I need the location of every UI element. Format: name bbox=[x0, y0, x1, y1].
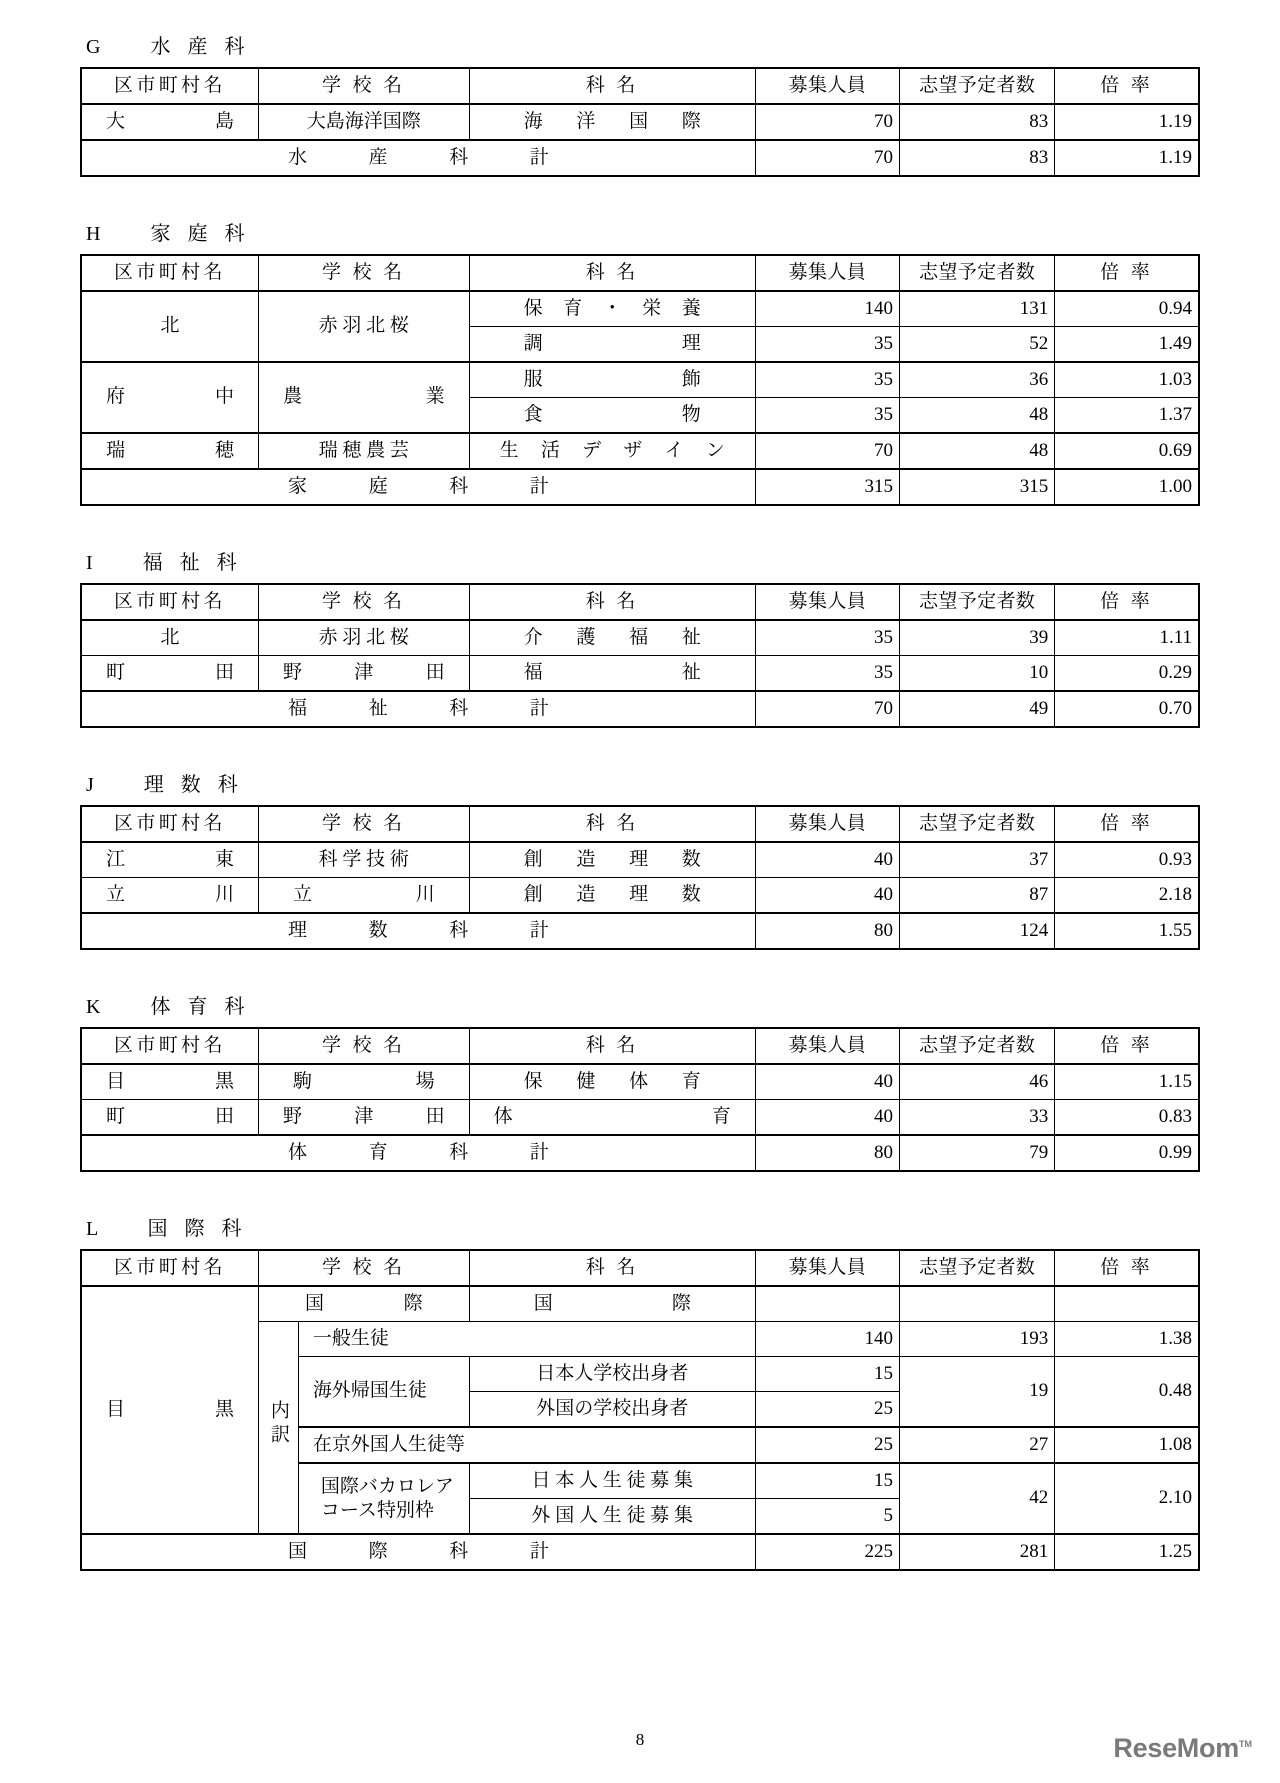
col-municipality: 区市町村名 bbox=[81, 255, 258, 291]
cell-applicants: 36 bbox=[899, 362, 1054, 398]
cell-total-label: 体 育 科 計 bbox=[81, 1135, 755, 1171]
cell-applicants: 33 bbox=[899, 1100, 1054, 1136]
cell-total-label: 国 際 科 計 bbox=[81, 1534, 755, 1570]
cell-course: 調 理 bbox=[469, 327, 755, 363]
col-ratio: 倍 率 bbox=[1055, 1250, 1199, 1286]
col-course: 科 名 bbox=[469, 68, 755, 104]
cell-capacity: 35 bbox=[755, 362, 899, 398]
spacer bbox=[0, 950, 1280, 990]
cell-school: 国 際 bbox=[258, 1286, 469, 1322]
cell-subcategory: 外国の学校出身者 bbox=[469, 1392, 755, 1428]
page-number: 8 bbox=[635, 1730, 645, 1749]
col-capacity: 募集人員 bbox=[755, 806, 899, 842]
cell-total-applicants: 79 bbox=[899, 1135, 1054, 1171]
cell-applicants: 131 bbox=[899, 291, 1054, 327]
cell-capacity: 140 bbox=[755, 1322, 899, 1357]
cell-capacity: 25 bbox=[755, 1427, 899, 1463]
col-course: 科 名 bbox=[469, 255, 755, 291]
table-row bbox=[81, 878, 1199, 914]
col-ratio: 倍 率 bbox=[1055, 584, 1199, 620]
table-row bbox=[81, 433, 1199, 469]
table-total-row bbox=[81, 913, 1199, 949]
cell-capacity: 40 bbox=[755, 1100, 899, 1136]
section-name: 体 育 科 bbox=[150, 996, 251, 1018]
table-header-row bbox=[81, 68, 1199, 104]
col-school: 学 校 名 bbox=[258, 806, 469, 842]
section-letter: J bbox=[86, 774, 100, 796]
cell-ratio: 1.37 bbox=[1055, 398, 1199, 434]
cell-total-label: 福 祉 科 計 bbox=[81, 691, 755, 727]
section-kokusai bbox=[0, 1212, 1280, 1571]
cell-capacity: 140 bbox=[755, 291, 899, 327]
col-course: 科 名 bbox=[469, 1028, 755, 1064]
col-school: 学 校 名 bbox=[258, 584, 469, 620]
table-risuu bbox=[80, 805, 1200, 950]
cell-total-capacity: 70 bbox=[755, 691, 899, 727]
table-total-row bbox=[81, 691, 1199, 727]
cell-applicants: 193 bbox=[900, 1322, 1055, 1357]
cell-municipality: 町 田 bbox=[81, 1100, 258, 1136]
cell-total-ratio: 1.25 bbox=[1055, 1534, 1199, 1570]
cell-ratio: 2.10 bbox=[1055, 1463, 1199, 1534]
spacer bbox=[0, 728, 1280, 768]
cell-category bbox=[298, 1463, 469, 1534]
section-letter: I bbox=[86, 552, 99, 574]
cell-subcategory: 日 本 人 生 徒 募 集 bbox=[469, 1463, 755, 1499]
col-course: 科 名 bbox=[469, 806, 755, 842]
table-kokusai bbox=[80, 1249, 1200, 1571]
col-capacity: 募集人員 bbox=[755, 1028, 899, 1064]
table-total-row bbox=[81, 140, 1199, 176]
table-header-row bbox=[81, 1250, 1199, 1286]
col-capacity: 募集人員 bbox=[755, 1250, 899, 1286]
cell-capacity: 5 bbox=[755, 1499, 899, 1535]
table-row bbox=[81, 1100, 1199, 1136]
section-name: 福 祉 科 bbox=[142, 552, 243, 574]
cell-school: 野 津 田 bbox=[258, 1100, 469, 1136]
cell-applicants: 37 bbox=[899, 842, 1054, 878]
cell-total-ratio: 1.19 bbox=[1055, 140, 1199, 176]
cell-breakdown-label: 内訳 bbox=[258, 1322, 298, 1535]
col-applicants: 志望予定者数 bbox=[899, 68, 1054, 104]
cell-total-ratio: 1.55 bbox=[1055, 913, 1199, 949]
col-capacity: 募集人員 bbox=[755, 584, 899, 620]
table-row bbox=[81, 656, 1199, 692]
cell-capacity-empty bbox=[755, 1286, 899, 1322]
cell-school: 農 業 bbox=[258, 362, 469, 433]
cell-capacity: 15 bbox=[755, 1463, 899, 1499]
cell-municipality: 北 bbox=[81, 620, 258, 656]
cell-ratio: 0.29 bbox=[1055, 656, 1199, 692]
spacer bbox=[0, 1172, 1280, 1212]
spacer bbox=[0, 506, 1280, 546]
cell-total-capacity: 70 bbox=[755, 140, 899, 176]
cell-applicants: 39 bbox=[899, 620, 1054, 656]
cell-municipality: 町 田 bbox=[81, 656, 258, 692]
section-taiiku bbox=[0, 990, 1280, 1172]
cell-ratio: 1.08 bbox=[1055, 1427, 1199, 1463]
col-municipality: 区市町村名 bbox=[81, 1028, 258, 1064]
cell-capacity: 25 bbox=[755, 1392, 899, 1428]
cell-school: 赤 羽 北 桜 bbox=[258, 291, 469, 362]
cell-applicants: 83 bbox=[899, 104, 1054, 140]
section-name: 家 庭 科 bbox=[150, 223, 251, 245]
table-row bbox=[81, 1064, 1199, 1100]
cell-course: 保 育 ・ 栄 養 bbox=[469, 291, 755, 327]
col-municipality: 区市町村名 bbox=[81, 584, 258, 620]
cell-municipality: 江 東 bbox=[81, 842, 258, 878]
cell-course: 福 祉 bbox=[469, 656, 755, 692]
section-suisan bbox=[0, 30, 1280, 177]
cell-applicants: 10 bbox=[899, 656, 1054, 692]
logo-text: ReseMom bbox=[1113, 1733, 1239, 1763]
cell-school: 科 学 技 術 bbox=[258, 842, 469, 878]
col-applicants: 志望予定者数 bbox=[899, 1028, 1054, 1064]
cell-applicants: 87 bbox=[899, 878, 1054, 914]
col-capacity: 募集人員 bbox=[755, 68, 899, 104]
cell-school: 駒 場 bbox=[258, 1064, 469, 1100]
cell-course: 国 際 bbox=[469, 1286, 755, 1322]
cell-ratio: 1.19 bbox=[1055, 104, 1199, 140]
cell-capacity: 40 bbox=[755, 1064, 899, 1100]
cell-course: 生 活 デ ザ イ ン bbox=[469, 433, 755, 469]
section-name: 理 数 科 bbox=[143, 774, 244, 796]
cell-subcategory: 日本人学校出身者 bbox=[469, 1357, 755, 1392]
col-applicants: 志望予定者数 bbox=[899, 255, 1054, 291]
cell-ratio-empty bbox=[1055, 1286, 1199, 1322]
section-letter: G bbox=[86, 36, 107, 58]
section-letter: H bbox=[86, 223, 107, 245]
cell-school: 赤 羽 北 桜 bbox=[258, 620, 469, 656]
cell-course: 服 飾 bbox=[469, 362, 755, 398]
cell-category: 海外帰国生徒 bbox=[298, 1357, 469, 1428]
cell-municipality: 瑞 穂 bbox=[81, 433, 258, 469]
cell-municipality: 府 中 bbox=[81, 362, 258, 433]
col-municipality: 区市町村名 bbox=[81, 806, 258, 842]
cell-capacity: 15 bbox=[755, 1357, 899, 1392]
section-katei bbox=[0, 217, 1280, 506]
table-row bbox=[81, 104, 1199, 140]
cell-total-capacity: 225 bbox=[755, 1534, 899, 1570]
section-risuu bbox=[0, 768, 1280, 950]
cell-capacity: 40 bbox=[755, 842, 899, 878]
cell-course: 創 造 理 数 bbox=[469, 842, 755, 878]
cell-category: 在京外国人生徒等 bbox=[298, 1427, 755, 1463]
col-municipality: 区市町村名 bbox=[81, 68, 258, 104]
section-title-taiiku bbox=[86, 990, 1280, 1019]
table-row bbox=[81, 842, 1199, 878]
table-fukushi bbox=[80, 583, 1200, 728]
section-title-katei bbox=[86, 217, 1280, 246]
col-school: 学 校 名 bbox=[258, 1250, 469, 1286]
table-taiiku bbox=[80, 1027, 1200, 1172]
cell-total-capacity: 80 bbox=[755, 1135, 899, 1171]
cell-ratio: 0.69 bbox=[1055, 433, 1199, 469]
table-total-row bbox=[81, 1135, 1199, 1171]
table-header-row bbox=[81, 584, 1199, 620]
table-total-row bbox=[81, 469, 1199, 505]
cell-ratio: 1.38 bbox=[1055, 1322, 1199, 1357]
table-header-row bbox=[81, 1028, 1199, 1064]
cell-capacity: 35 bbox=[755, 327, 899, 363]
cell-municipality: 目 黒 bbox=[81, 1286, 258, 1534]
cell-school: 大島海洋国際 bbox=[258, 104, 469, 140]
table-row bbox=[81, 620, 1199, 656]
cell-ratio: 2.18 bbox=[1055, 878, 1199, 914]
cell-total-ratio: 0.70 bbox=[1055, 691, 1199, 727]
cell-subcategory: 外 国 人 生 徒 募 集 bbox=[469, 1499, 755, 1535]
cell-municipality: 立 川 bbox=[81, 878, 258, 914]
col-school: 学 校 名 bbox=[258, 1028, 469, 1064]
section-name: 国 際 科 bbox=[147, 1218, 248, 1240]
col-ratio: 倍 率 bbox=[1055, 806, 1199, 842]
cell-ratio: 1.15 bbox=[1055, 1064, 1199, 1100]
cell-municipality: 目 黒 bbox=[81, 1064, 258, 1100]
table-header-row bbox=[81, 806, 1199, 842]
logo-trademark: TM bbox=[1239, 1739, 1252, 1749]
cell-applicants: 27 bbox=[900, 1427, 1055, 1463]
cell-total-label: 家 庭 科 計 bbox=[81, 469, 755, 505]
cell-applicants-empty bbox=[900, 1286, 1055, 1322]
cell-school: 立 川 bbox=[258, 878, 469, 914]
cell-applicants: 19 bbox=[900, 1357, 1055, 1428]
cell-total-applicants: 315 bbox=[899, 469, 1054, 505]
cell-ratio: 0.48 bbox=[1055, 1357, 1199, 1428]
cell-ratio: 1.11 bbox=[1055, 620, 1199, 656]
col-applicants: 志望予定者数 bbox=[900, 1250, 1055, 1286]
section-name: 水 産 科 bbox=[150, 36, 251, 58]
col-capacity: 募集人員 bbox=[755, 255, 899, 291]
cell-total-applicants: 83 bbox=[899, 140, 1054, 176]
section-title-suisan bbox=[86, 30, 1280, 59]
cell-total-label: 水 産 科 計 bbox=[81, 140, 755, 176]
col-ratio: 倍 率 bbox=[1055, 68, 1199, 104]
cell-capacity: 35 bbox=[755, 656, 899, 692]
cell-total-capacity: 315 bbox=[755, 469, 899, 505]
col-municipality: 区市町村名 bbox=[81, 1250, 258, 1286]
table-header-row bbox=[81, 255, 1199, 291]
cell-category-line1: 国際バカロレア bbox=[320, 1475, 454, 1497]
cell-course: 体 育 bbox=[469, 1100, 755, 1136]
section-letter: L bbox=[86, 1218, 104, 1240]
cell-total-ratio: 1.00 bbox=[1055, 469, 1199, 505]
cell-total-applicants: 281 bbox=[900, 1534, 1055, 1570]
section-fukushi bbox=[0, 546, 1280, 728]
col-ratio: 倍 率 bbox=[1055, 1028, 1199, 1064]
col-ratio: 倍 率 bbox=[1055, 255, 1199, 291]
cell-applicants: 48 bbox=[899, 398, 1054, 434]
cell-applicants: 46 bbox=[899, 1064, 1054, 1100]
cell-total-ratio: 0.99 bbox=[1055, 1135, 1199, 1171]
cell-course: 創 造 理 数 bbox=[469, 878, 755, 914]
cell-capacity: 70 bbox=[755, 104, 899, 140]
cell-ratio: 1.49 bbox=[1055, 327, 1199, 363]
cell-course: 海 洋 国 際 bbox=[469, 104, 755, 140]
col-course: 科 名 bbox=[469, 1250, 755, 1286]
table-row bbox=[81, 291, 1199, 327]
col-applicants: 志望予定者数 bbox=[899, 584, 1054, 620]
col-course: 科 名 bbox=[469, 584, 755, 620]
cell-total-label: 理 数 科 計 bbox=[81, 913, 755, 949]
table-suisan bbox=[80, 67, 1200, 177]
cell-capacity: 35 bbox=[755, 398, 899, 434]
cell-course: 保 健 体 育 bbox=[469, 1064, 755, 1100]
cell-ratio: 0.94 bbox=[1055, 291, 1199, 327]
col-school: 学 校 名 bbox=[258, 255, 469, 291]
cell-municipality: 大 島 bbox=[81, 104, 258, 140]
cell-capacity: 70 bbox=[755, 433, 899, 469]
cell-applicants: 48 bbox=[899, 433, 1054, 469]
cell-total-capacity: 80 bbox=[755, 913, 899, 949]
cell-category-line2: コース特別枠 bbox=[320, 1499, 434, 1521]
section-letter: K bbox=[86, 996, 107, 1018]
cell-course: 介 護 福 祉 bbox=[469, 620, 755, 656]
cell-school: 瑞 穂 農 芸 bbox=[258, 433, 469, 469]
section-title-fukushi bbox=[86, 546, 1280, 575]
cell-category: 一般生徒 bbox=[298, 1322, 755, 1357]
table-row bbox=[81, 362, 1199, 398]
cell-municipality: 北 bbox=[81, 291, 258, 362]
col-applicants: 志望予定者数 bbox=[899, 806, 1054, 842]
cell-capacity: 40 bbox=[755, 878, 899, 914]
cell-applicants: 42 bbox=[900, 1463, 1055, 1534]
resemom-logo bbox=[1113, 1733, 1252, 1764]
cell-capacity: 35 bbox=[755, 620, 899, 656]
spacer bbox=[0, 177, 1280, 217]
cell-ratio: 0.83 bbox=[1055, 1100, 1199, 1136]
table-total-row bbox=[81, 1534, 1199, 1570]
cell-ratio: 1.03 bbox=[1055, 362, 1199, 398]
col-school: 学 校 名 bbox=[258, 68, 469, 104]
cell-school: 野 津 田 bbox=[258, 656, 469, 692]
cell-applicants: 52 bbox=[899, 327, 1054, 363]
table-row-international-head bbox=[81, 1286, 1199, 1322]
cell-total-applicants: 124 bbox=[899, 913, 1054, 949]
cell-course: 食 物 bbox=[469, 398, 755, 434]
section-title-risuu bbox=[86, 768, 1280, 797]
section-title-kokusai bbox=[86, 1212, 1280, 1241]
table-katei bbox=[80, 254, 1200, 506]
cell-ratio: 0.93 bbox=[1055, 842, 1199, 878]
cell-total-applicants: 49 bbox=[899, 691, 1054, 727]
